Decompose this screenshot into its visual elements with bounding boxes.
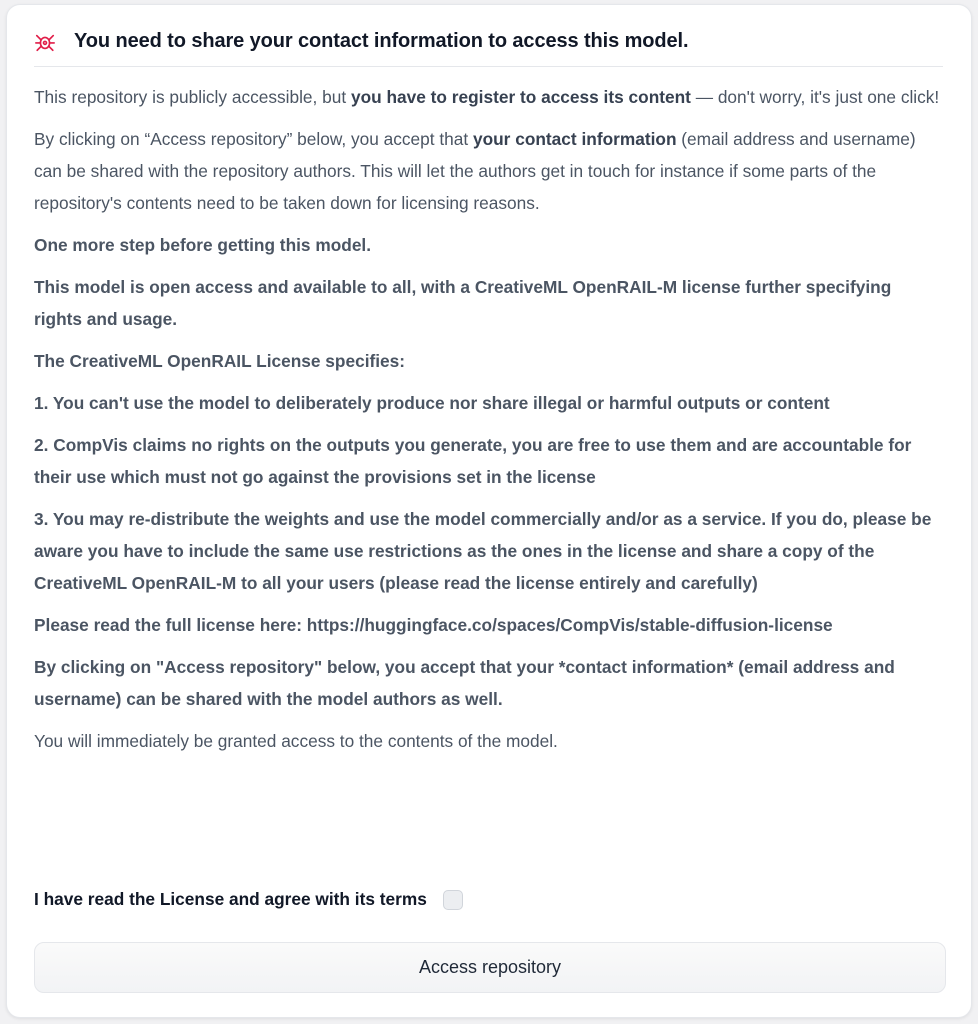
terms-item-3: 3. You may re-distribute the weights and use the model commercially and/or as a service. If you do, please be aware you have to include the same use restrictions as the ones in the license and share a copy of the CreativeML OpenRAIL-M to all your users (please read the license entirely and carefully) <box>34 509 932 593</box>
intro-emphasis: you have to register to access its content <box>350 87 691 107</box>
terms-specifies: The CreativeML OpenRAIL License specifies: <box>34 351 406 371</box>
gated-bug-icon <box>34 31 56 53</box>
agreement-label: I have read the License and agree with its terms <box>34 889 427 909</box>
intro-paragraph-1 <box>34 81 943 113</box>
terms-item-1: 1. You can't use the model to deliberately produce nor share illegal or harmful outputs or content <box>34 393 830 413</box>
terms-step: One more step before getting this model. <box>34 235 372 255</box>
intro-text: (email address and username) can be shared with the repository authors. This will let the authors get in touch for instance if some parts of the repository's contents need to be taken down for licensing reasons. <box>34 129 916 213</box>
agreement-row[interactable] <box>34 889 463 910</box>
gated-body <box>34 67 943 757</box>
intro-text: This repository is publicly accessible, but <box>34 87 351 107</box>
terms-license-link: Please read the full license here: https://huggingface.co/spaces/CompVis/stable-diffusion-license <box>34 615 833 635</box>
footer-note: You will immediately be granted access to the contents of the model. <box>34 731 558 751</box>
gated-title: You need to share your contact information to access this model. <box>74 30 689 52</box>
terms-item-2: 2. CompVis claims no rights on the outputs you generate, you are free to use them and are accountable for their use which must not go against the provisions set in the license <box>34 435 912 487</box>
agreement-checkbox[interactable] <box>443 890 463 910</box>
gated-access-card <box>6 4 972 1018</box>
terms-contact: By clicking on "Access repository" below, you accept that your *contact information* (email address and username) can be shared with the model authors as well. <box>34 657 895 709</box>
intro-paragraph-2 <box>34 123 943 219</box>
terms-overview: This model is open access and available to all, with a CreativeML OpenRAIL-M license further specifying rights and usage. <box>34 277 892 329</box>
intro-emphasis: your contact information <box>472 129 677 149</box>
access-repository-button[interactable]: Access repository <box>34 942 946 993</box>
gated-header <box>34 27 943 67</box>
intro-text: — don't worry, it's just one click! <box>690 87 940 107</box>
intro-text: By clicking on “Access repository” below, you accept that <box>34 129 473 149</box>
